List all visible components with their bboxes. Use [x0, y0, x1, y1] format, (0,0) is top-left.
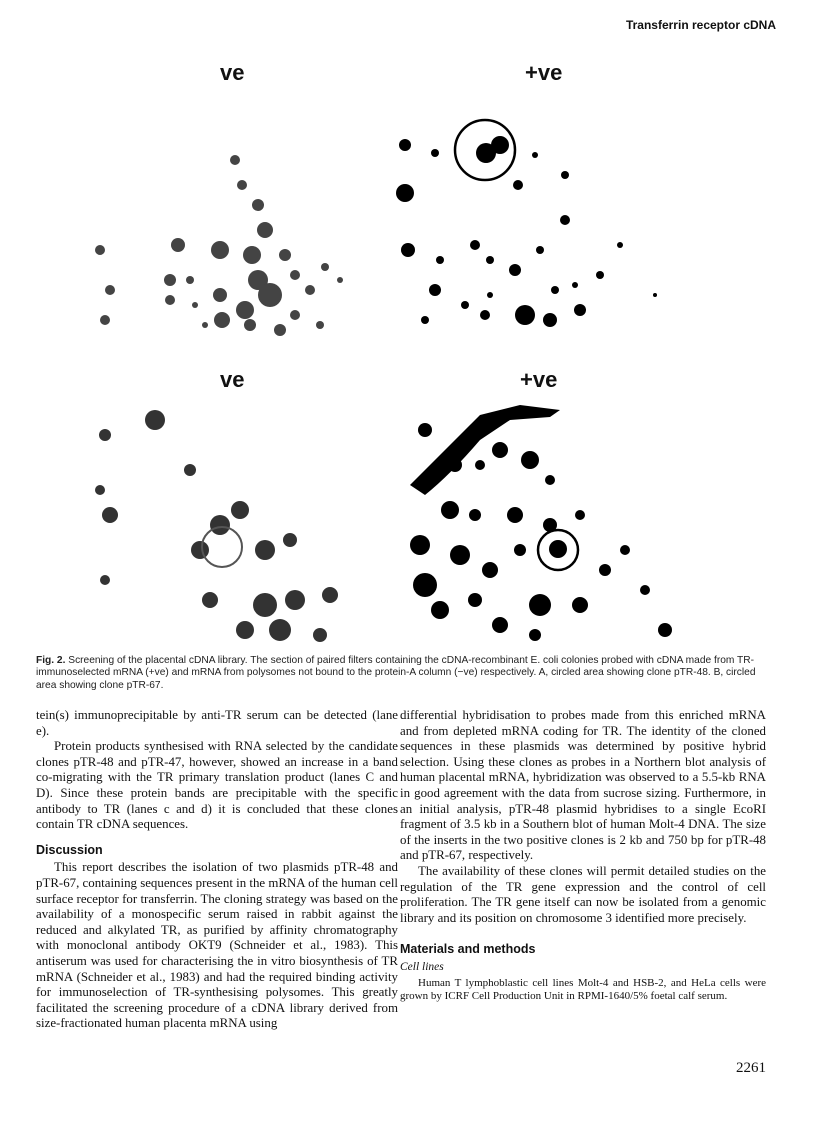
discussion-heading: Discussion — [36, 842, 103, 857]
methods-heading: Materials and methods — [400, 942, 536, 957]
left-para-1: tein(s) immunoprecipitable by anti-TR serum can be detected (lane e). — [36, 708, 398, 738]
panel-b-minus-filter — [95, 410, 338, 642]
panel-label-b-plus: +ve — [520, 367, 558, 392]
panel-label-a-minus: ve — [220, 60, 245, 85]
caption-label: Fig. 2. — [36, 655, 66, 666]
caption-text: Screening of the placental cDNA library. The section of paired filters containing the cDNA-recombinant E. coli colonies probed with cDNA made from TR-immunoselected mRNA (+ve) and mRNA from polysomes not bound to the protein-A column (−ve) respectively. A, circled area showing clone pTR-48. B, circled area showing clone pTR-67. — [36, 655, 756, 691]
figure-2 — [80, 45, 780, 645]
panel-label-a-plus: +ve — [525, 60, 563, 85]
left-para-3: This report describes the isolation of two plasmids pTR-48 and pTR-67, containing sequences present in the mRNA of the human cell surface receptor for transferrin. The cloning strategy was based on the availability of a monospecific serum raised in rabbit against the reduced and alkylated TR, as purified by affinity chromatography with monoclonal antibody OKT9 (Schneider et al., 1983). This antiserum was used for characterising the in vitro biosynthesis of TR mRNA (Schneider et al., 1983) and had the required binding activity for immunoselection of TR-synthesising polysomes. This greatly facilitated the screening procedure of a cDNA library derived from size-fractionated human placenta mRNA using — [36, 860, 398, 1031]
panel-a-plus-filter — [396, 136, 657, 327]
colony-filter-autoradiographs — [80, 45, 780, 645]
running-head: Transferrin receptor cDNA — [625, 18, 776, 32]
panel-label-b-minus: ve — [220, 367, 245, 392]
panel-b-plus-filter — [410, 405, 672, 641]
left-column — [36, 708, 398, 1032]
panel-a-minus-filter — [95, 155, 343, 336]
page-number: 2261 — [736, 1060, 766, 1076]
right-column — [400, 708, 766, 1003]
right-para-2: The availability of these clones will permit detailed studies on the regulation of the TR gene expression and the control of cell proliferation. The TR gene itself can now be isolated from a genomic library and its position on chromosome 3 identified more precisely. — [400, 863, 766, 925]
right-para-3: Human T lymphoblastic cell lines Molt-4 and HSB-2, and HeLa cells were grown by ICRF Cell Production Unit in RPMI-1640/5% foetal calf serum. — [400, 976, 766, 1002]
figure-caption — [36, 655, 776, 692]
cell-lines-subheading: Cell lines — [400, 960, 444, 973]
left-para-2: Protein products synthesised with RNA selected by the candidate clones pTR-48 and pTR-47, however, showed an increase in a band co-migrating with the TR primary translation product (lanes C and D). Since these protein bands are precipitable with the specific antibody to TR (lanes c and d) it is concluded that these clones contain TR cDNA sequences. — [36, 739, 398, 832]
right-para-1: differential hybridisation to probes made from this enriched mRNA and from depleted mRNA coding for TR. The identity of the cloned sequences in these plasmids was determined by positive hybrid selection. Using these clones as probes in a Northern blot analysis of human placental mRNA, hybridization was observed to a 5.5-kb RNA in good agreement with the data from sucrose sizing. Furthermore, in an initial analysis, pTR-48 plasmid hybridises to a single EcoRI fragment of 3.5 kb in a Southern blot of human Molt-4 DNA. The size of the inserts in the two positive clones is 2 kb and 750 bp for pTR-48 and pTR-67, respectively. — [400, 708, 766, 863]
